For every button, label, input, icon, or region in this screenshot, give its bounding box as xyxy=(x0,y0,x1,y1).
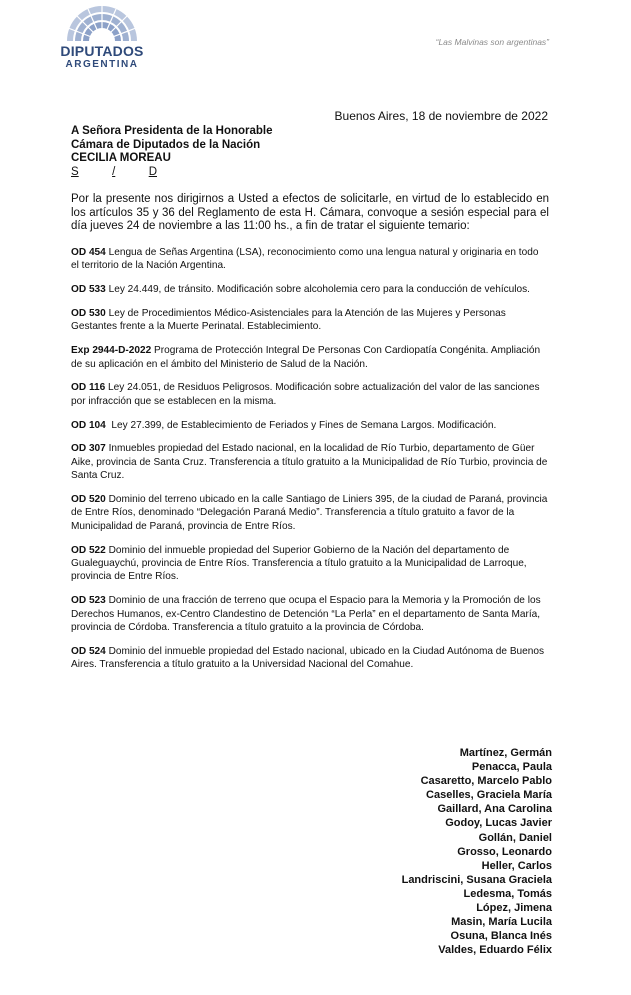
agenda-item-code: OD 533 xyxy=(71,284,106,296)
agenda-item xyxy=(71,381,549,408)
agenda-item-code: OD 530 xyxy=(71,308,106,319)
agenda-item-code: OD 454 xyxy=(71,247,106,258)
agenda-item-code: OD 104 xyxy=(71,419,106,431)
signer-name: Landriscini, Susana Graciela xyxy=(401,873,552,886)
date-line: Buenos Aires, 18 de noviembre de 2022 xyxy=(334,109,548,123)
logo-country: ARGENTINA xyxy=(65,59,139,70)
signer-name: Casaretto, Marcelo Pablo xyxy=(420,775,552,788)
agenda-item xyxy=(71,246,549,273)
agenda-item-code: OD 523 xyxy=(71,595,106,607)
agenda-item xyxy=(71,283,549,296)
agenda-item-text: Dominio de una fracción de terreno que ocupa el Espacio para la Memoria y la Promoción de los Derechos Humanos, ex-Centro Clandestino de Detención “La Perla” en el departamento de Santa María, provincia de Córdoba. Transferencia a título gratuito a la provincia de Córdoba. xyxy=(71,595,544,634)
signer-name: Valdes, Eduardo Félix xyxy=(438,944,552,957)
agenda-item-code: OD 524 xyxy=(71,645,106,657)
agenda-item xyxy=(71,307,549,334)
agenda-item-code: Exp 2944-D-2022 xyxy=(71,345,152,357)
signer-name: Martínez, Germán xyxy=(459,747,552,759)
agenda-item-text: Dominio del inmueble propiedad del Superior Gobierno de la Nación del departamento de Gualeguaychú, provincia de Entre Ríos. Transferencia a título gratuito a la Municipalidad de Larroque, provincia de Entre Ríos. xyxy=(71,544,530,583)
signer-name: Heller, Carlos xyxy=(481,859,552,872)
signer-name: Osuna, Blanca Inés xyxy=(450,930,552,943)
addressee-name: CECILIA MOREAU xyxy=(71,152,171,164)
sd-line xyxy=(71,166,157,180)
agenda-item-text: Inmuebles propiedad del Estado nacional, en la localidad de Río Turbio, departamento de Güer Aike, provincia de Santa Cruz. Transferencia a título gratuito a la Municipalidad de Río Turbio, provincia de Santa Cruz. xyxy=(71,443,551,482)
agenda-item-text: Ley 24.051, de Residuos Peligrosos. Modificación sobre actualización del valor de las sanciones por infracción que se establecen en la misma. xyxy=(71,382,543,407)
agenda-item xyxy=(71,344,549,371)
addressee-line-2: Cámara de Diputados de la Nación xyxy=(71,138,261,151)
diputados-logo xyxy=(52,6,152,71)
signer-name: Caselles, Graciela María xyxy=(426,789,552,802)
addressee-block xyxy=(71,125,273,179)
signer-name: López, Jimena xyxy=(476,902,552,915)
agenda-item-text: Ley 24.449, de tránsito. Modificación sobre alcoholemia cero para la conducción de vehículos. xyxy=(105,284,530,296)
agenda-item-text: Ley de Procedimientos Médico-Asistenciales para la Atención de las Mujeres y Personas Gestantes frente a la Muerte Perinatal. Establecimiento. xyxy=(71,308,509,333)
signer-name: Penacca, Paula xyxy=(471,761,552,774)
signer-name: Godoy, Lucas Javier xyxy=(445,817,552,830)
sd-slash: / xyxy=(112,165,116,178)
agenda-item-text: Ley 27.399, de Establecimiento de Feriados y Fines de Semana Largos. Modificación. xyxy=(105,419,497,431)
signer-name: Masin, María Lucila xyxy=(451,916,552,929)
signers-list xyxy=(402,746,552,957)
sd-d: D xyxy=(148,165,157,178)
agenda-item-text: Lengua de Señas Argentina (LSA), reconocimiento como una lengua natural y originaria en todo el territorio de la Nación Argentina. xyxy=(71,247,542,272)
motto: “Las Malvinas son argentinas” xyxy=(435,37,549,47)
signer-name: Gaillard, Ana Carolina xyxy=(437,803,552,816)
agenda-item xyxy=(71,594,549,634)
agenda-item-text: Dominio del terreno ubicado en la calle Santiago de Liniers 395, de la ciudad de Paraná, provincia de Entre Ríos, denominado “Delegación Paraná Medio”. Transferencia a título gratuito a favor de la Municipalidad de Paraná, provincia de Entre Ríos. xyxy=(71,494,551,532)
agenda-item-code: OD 520 xyxy=(71,494,106,506)
agenda-item xyxy=(71,442,549,482)
agenda-item-code: OD 307 xyxy=(71,443,106,455)
agenda-item xyxy=(71,645,549,672)
addressee-line-1: A Señora Presidenta de la Honorable xyxy=(71,125,273,137)
logo-name: DIPUTADOS xyxy=(60,43,144,59)
agenda-item xyxy=(71,544,549,584)
chamber-dome-icon xyxy=(65,6,139,42)
signer-name: Grosso, Leonardo xyxy=(457,845,552,858)
agenda-list xyxy=(71,246,549,682)
agenda-item-text: Dominio del inmueble propiedad del Estado nacional, ubicado en la Ciudad Autónoma de Buenos Aires. Transferencia a título gratuito a la Universidad Nacional del Comahue. xyxy=(71,645,547,671)
agenda-item-text: Programa de Protección Integral De Personas Con Cardiopatía Congénita. Ampliación de su aplicación en el ámbito del Ministerio de Salud de la Nación. xyxy=(71,345,543,370)
signer-name: Gollán, Daniel xyxy=(478,831,552,844)
sd-s: S xyxy=(71,165,79,178)
agenda-item xyxy=(71,419,549,432)
intro-paragraph: Por la presente nos dirigirnos a Usted a efectos de solicitarle, en virtud de lo establecido en los artículos 35 y 36 del Reglamento de esta H. Cámara, convoque a sesión especial para el día jueves 24 de noviembre a las 11:00 hs., a fin de tratar el siguiente temario: xyxy=(71,193,549,233)
signer-name: Ledesma, Tomás xyxy=(463,887,552,900)
agenda-item xyxy=(71,493,549,533)
agenda-item-code: OD 522 xyxy=(71,544,106,556)
agenda-item-code: OD 116 xyxy=(71,382,106,394)
